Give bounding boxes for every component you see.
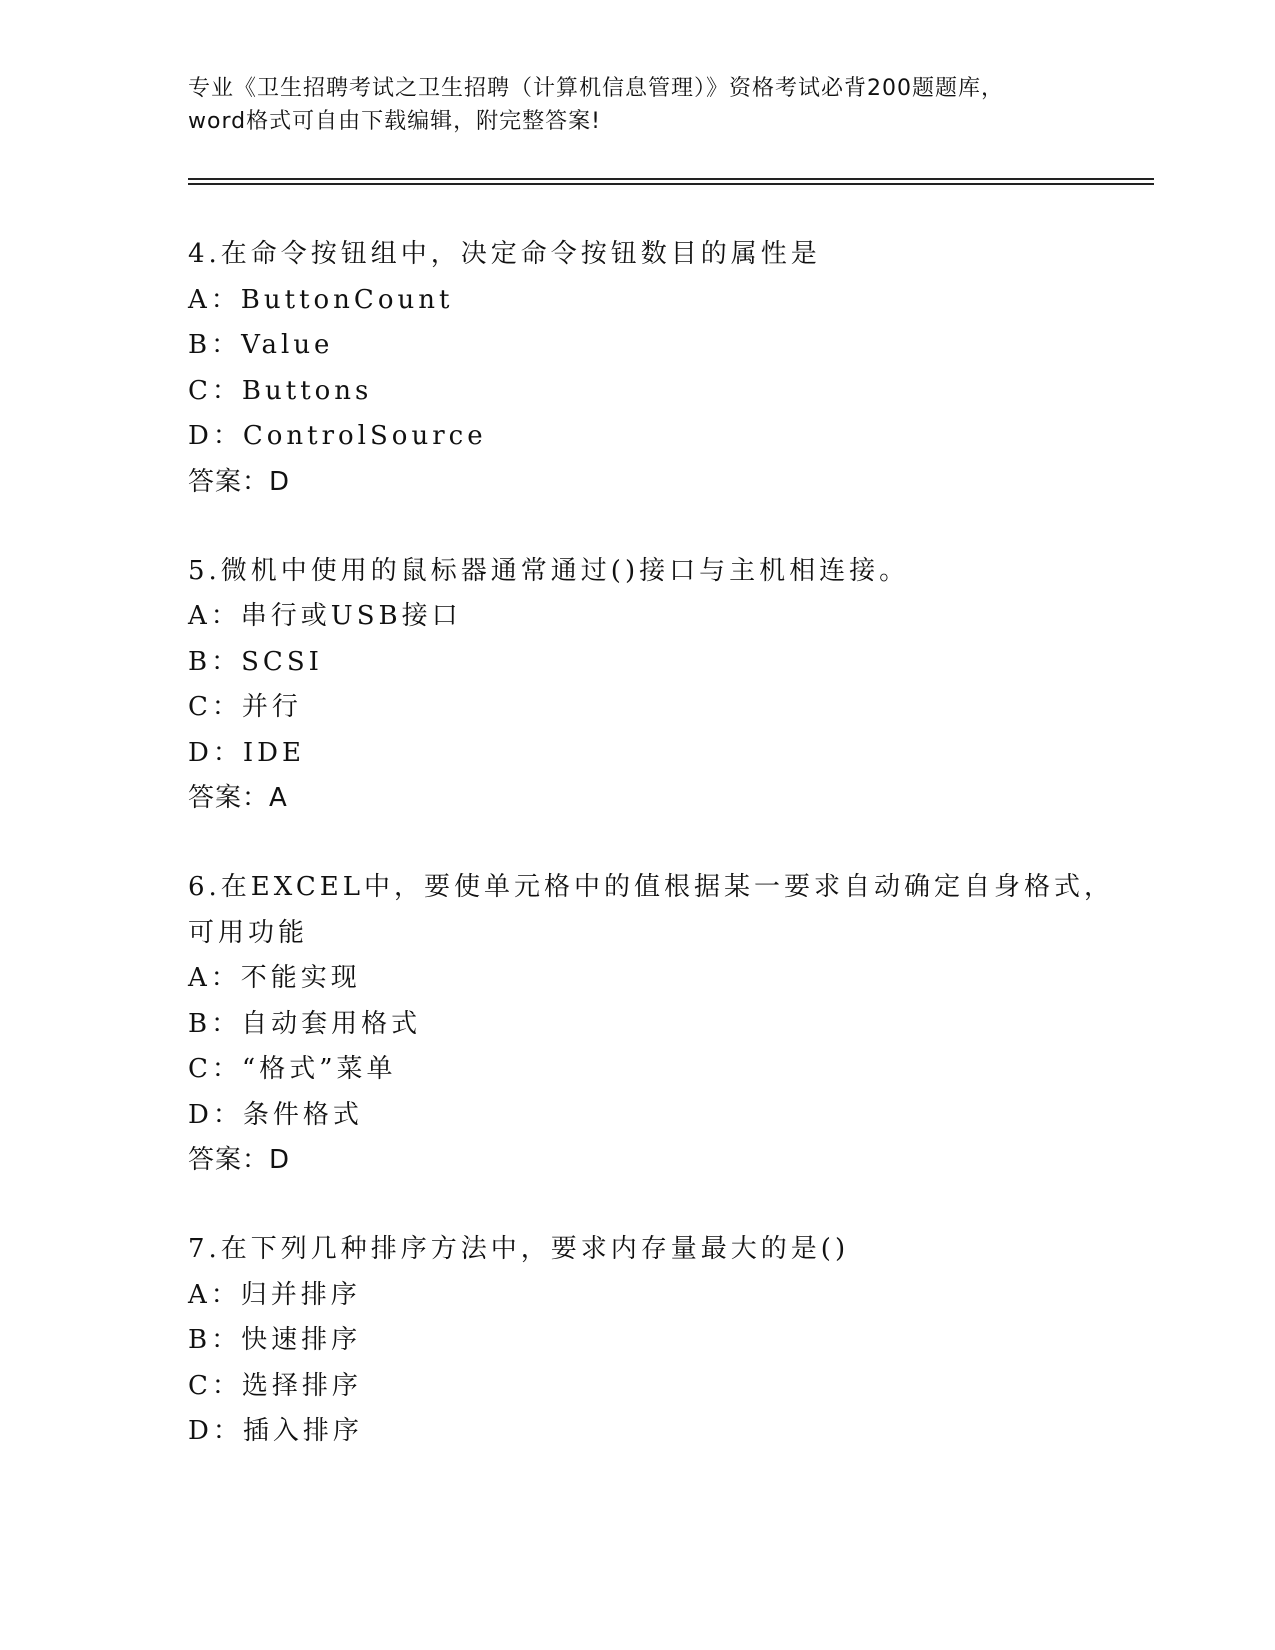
- option-text: IDE: [242, 737, 305, 768]
- option-text: ButtonCount: [240, 284, 454, 315]
- option-letter: B：: [188, 1325, 242, 1355]
- option-letter: A：: [188, 1279, 241, 1310]
- option-letter: A：: [188, 963, 241, 993]
- option-text: 快速排序: [241, 1325, 362, 1355]
- option-d: [188, 414, 1138, 460]
- question-item: [188, 1227, 1138, 1455]
- option-letter: C：: [188, 375, 242, 406]
- option-b: [188, 1002, 1138, 1048]
- option-d: [188, 731, 1138, 777]
- option-a: [188, 1273, 1138, 1319]
- option-c: [188, 369, 1138, 415]
- header-divider-top: [188, 178, 1154, 180]
- option-text: 选择排序: [241, 1370, 362, 1401]
- option-text: 插入排序: [242, 1416, 363, 1446]
- question-item: [188, 232, 1138, 505]
- question-list: [188, 232, 1138, 1499]
- option-b: [188, 640, 1138, 686]
- question-stem: 5.微机中使用的鼠标器通常通过()接口与主机相连接。: [188, 555, 910, 586]
- option-letter: A：: [188, 284, 241, 315]
- option-c: [188, 1047, 1138, 1093]
- option-letter: D：: [188, 1099, 243, 1130]
- option-d: [188, 1409, 1138, 1455]
- header-line-1: 专业《卫生招聘考试之卫生招聘（计算机信息管理）》资格考试必背200题题库，: [188, 76, 1004, 101]
- option-text: 自动套用格式: [241, 1008, 422, 1039]
- answer-line: 答案：A: [188, 783, 288, 813]
- option-letter: B：: [188, 330, 242, 360]
- question-stem: 7.在下列几种排序方法中，要求内存量最大的是(): [188, 1234, 850, 1264]
- header-line-2: word格式可自由下载编辑，附完整答案!: [188, 109, 601, 134]
- option-letter: C：: [188, 1370, 242, 1401]
- header-divider-bottom: [188, 183, 1154, 185]
- answer-line: 答案：D: [188, 1145, 291, 1175]
- answer-line: 答案：D: [188, 466, 291, 497]
- option-text: 串行或USB接口: [240, 601, 462, 631]
- option-b: [188, 1318, 1138, 1364]
- option-c: [188, 1364, 1138, 1410]
- option-letter: C：: [188, 1054, 242, 1084]
- option-text: 条件格式: [242, 1099, 363, 1130]
- option-text: 归并排序: [240, 1279, 361, 1310]
- option-a: [188, 278, 1138, 324]
- option-a: [188, 956, 1138, 1002]
- option-text: Value: [241, 330, 334, 360]
- option-d: [188, 1093, 1138, 1139]
- option-letter: C：: [188, 692, 242, 722]
- option-letter: B：: [188, 1008, 242, 1039]
- option-text: 并行: [241, 692, 302, 722]
- option-letter: D：: [188, 737, 243, 768]
- question-item: [188, 865, 1138, 1183]
- option-letter: D：: [188, 421, 243, 451]
- option-text: 不能实现: [240, 963, 361, 993]
- option-text: “格式”菜单: [241, 1054, 397, 1084]
- question-item: [188, 549, 1138, 822]
- option-c: [188, 685, 1138, 731]
- option-a: [188, 594, 1138, 640]
- question-stem-continued: 可用功能: [188, 917, 309, 948]
- option-letter: D：: [188, 1416, 243, 1446]
- option-text: ControlSource: [242, 421, 487, 451]
- option-text: Buttons: [241, 375, 373, 406]
- question-stem: 4.在命令按钮组中，决定命令按钮数目的属性是: [188, 239, 821, 269]
- option-b: [188, 323, 1138, 369]
- option-letter: B：: [188, 646, 242, 677]
- document-header: [188, 72, 1088, 138]
- option-text: SCSI: [241, 646, 323, 677]
- question-stem: 6.在EXCEL中，要使单元格中的值根据某一要求自动确定自身格式，: [188, 872, 1114, 902]
- option-letter: A：: [188, 601, 241, 631]
